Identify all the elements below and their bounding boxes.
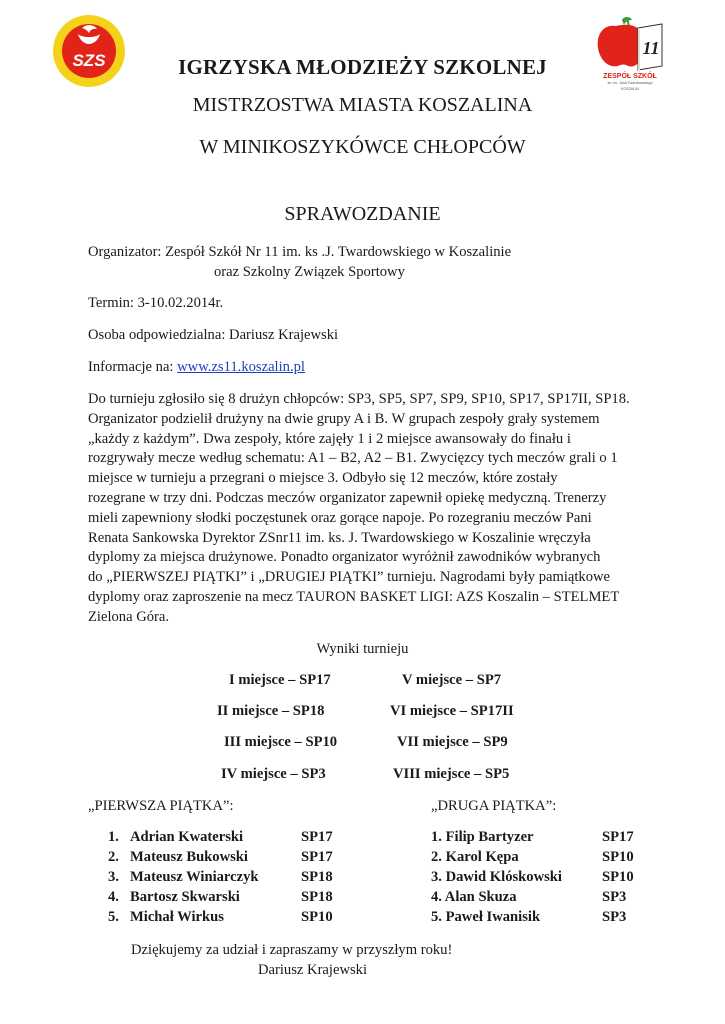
zs11-logo-number: 11: [642, 38, 660, 58]
report-body-line: rozgrywały mecze według schematu: A1 – B2, A2 – B1. Zwycięzcy tych meczów grali o 1: [88, 450, 618, 467]
second-five-school: SP3: [602, 909, 627, 925]
responsible-person: Osoba odpowiedzialna: Dariusz Krajewski: [88, 327, 339, 343]
report-body-line: Renata Sankowska Dyrektor ZSnr11 im. ks. J. Twardowskiego w Koszalinie wręczyła: [88, 529, 591, 546]
second-five-player: 1. Filip Bartyzer: [431, 829, 534, 845]
info-label: Informacje na:: [88, 359, 178, 375]
first-five-player: Mateusz Bukowski: [130, 849, 248, 865]
report-body-line: Do turnieju zgłosiło się 8 drużyn chłopców: SP3, SP5, SP7, SP9, SP10, SP17, SP17II, SP18.: [88, 391, 630, 407]
first-five-number: 5.: [108, 909, 119, 925]
report-body-line: do „PIERWSZEJ PIĄTKI” i „DRUGIEJ PIĄTKI” turnieju. Nagrodami były pamiątkowe: [88, 569, 611, 586]
result-place-2: II miejsce – SP18: [217, 703, 325, 719]
zs11-logo: [594, 14, 666, 94]
first-five-number: 3.: [108, 869, 119, 885]
result-place-7: VII miejsce – SP9: [397, 734, 508, 750]
second-five-school: SP10: [602, 849, 634, 865]
second-five-player: 4. Alan Skuza: [431, 889, 517, 905]
first-five-number: 1.: [108, 829, 119, 845]
signature: Dariusz Krajewski: [258, 962, 368, 978]
second-five-player: 3. Dawid Klóskowski: [431, 869, 562, 885]
report-body-line: Organizator podzielił drużyny na dwie grupy A i B. W grupach zespoły grały systemem: [88, 410, 600, 427]
report-body: [88, 390, 630, 628]
first-five-school: SP18: [301, 889, 333, 905]
info-link[interactable]: www.zs11.koszalin.pl: [177, 359, 305, 375]
zs11-logo-sub: im. ks. Jana Twardowskiego: [607, 81, 653, 85]
result-place-4: IV miejsce – SP3: [221, 766, 326, 782]
report-heading: SPRAWOZDANIE: [284, 203, 441, 225]
result-place-5: V miejsce – SP7: [402, 672, 502, 688]
report-body-line: dyplomy za miejsca drużynowe. Ponadto organizator wyróżnił zawodników wybranych: [88, 549, 601, 566]
first-five-player: Mateusz Winiarczyk: [130, 869, 259, 885]
report-body-line: „każdy z każdym”. Dwa zespoły, które zajęły 1 i 2 miejsce awansowały do finału i: [88, 430, 571, 447]
second-five-school: SP3: [602, 889, 627, 905]
organizer-line-1: Organizator: Zespół Szkół Nr 11 im. ks .J. Twardowskiego w Koszalinie: [88, 244, 512, 260]
second-five-school: SP17: [602, 829, 634, 845]
second-five-player: 5. Paweł Iwanisik: [431, 909, 541, 925]
result-place-1: I miejsce – SP17: [229, 672, 331, 688]
first-five-player: Adrian Kwaterski: [130, 829, 244, 845]
thanks-note: Dziękujemy za udział i zapraszamy w przyszłym roku!: [131, 942, 453, 958]
first-five-number: 2.: [108, 849, 119, 865]
zs11-logo-name: ZESPÓŁ SZKÓŁ: [603, 73, 657, 80]
report-body-line: dyplomy oraz zaproszenie na mecz TAURON BASKET LIGI: AZS Koszalin – STELMET: [88, 588, 620, 605]
results-title: Wyniki turnieju: [316, 641, 409, 657]
report-body-line: mieli zapewniony słodki poczęstunek oraz gorące napoje. Po rozegraniu meczów Pani: [88, 509, 592, 526]
info-line: [88, 358, 305, 378]
first-five-school: SP10: [301, 909, 333, 925]
second-five-title: „DRUGA PIĄTKA”:: [431, 798, 557, 814]
subtitle-championship: MISTRZOSTWA MIASTA KOSZALINA: [192, 94, 533, 116]
first-five-number: 4.: [108, 889, 119, 905]
second-five-player: 2. Karol Kępa: [431, 849, 519, 865]
szs-logo-text: SZS: [72, 51, 106, 70]
result-place-3: III miejsce – SP10: [224, 734, 338, 750]
second-five-school: SP10: [602, 869, 634, 885]
report-body-line: Zielona Góra.: [88, 608, 170, 625]
report-body-line: miejsce w turnieju a przegrani o miejsce 3. Odbyło się 12 meczów, które zostały: [88, 470, 558, 487]
first-five-player: Michał Wirkus: [130, 909, 224, 925]
result-place-8: VIII miejsce – SP5: [393, 766, 510, 782]
first-five-school: SP18: [301, 869, 333, 885]
organizer-line-2: oraz Szkolny Związek Sportowy: [214, 264, 405, 280]
first-five-school: SP17: [301, 829, 333, 845]
report-body-line: rozegrane w trzy dni. Podczas meczów organizator zapewnił opiekę medyczną. Trenerzy: [88, 489, 607, 506]
subtitle-discipline: W MINIKOSZYKÓWCE CHŁOPCÓW: [199, 136, 526, 158]
zs11-logo-city: KOSZALIN: [621, 87, 639, 91]
term: Termin: 3-10.02.2014r.: [88, 295, 224, 311]
first-five-player: Bartosz Skwarski: [130, 889, 240, 905]
first-five-title: „PIERWSZA PIĄTKA”:: [88, 798, 234, 814]
result-place-6: VI miejsce – SP17II: [390, 703, 514, 719]
first-five-school: SP17: [301, 849, 333, 865]
page-title: IGRZYSKA MŁODZIEŻY SZKOLNEJ: [178, 55, 547, 79]
